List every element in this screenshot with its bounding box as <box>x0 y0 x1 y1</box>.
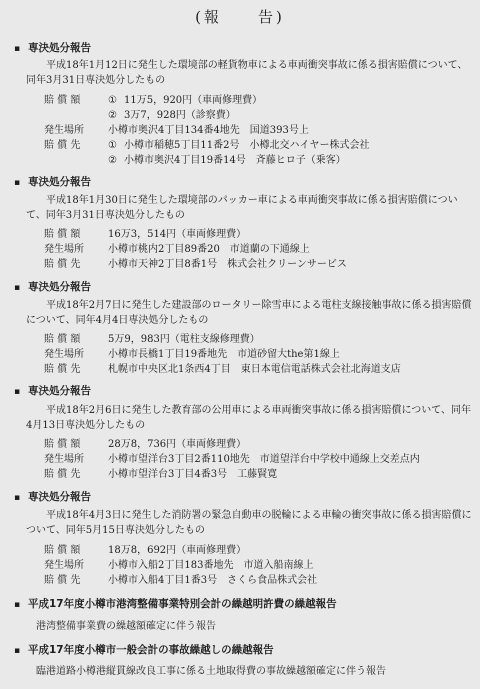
amount-row <box>44 435 246 450</box>
section-heading <box>14 596 337 611</box>
section-paragraph: 平成18年4月3日に発生した消防署の緊急自動車の脱輪による車輪の衝突事故に係る損害賠償について、同年5月15日専決処分したもの <box>26 510 472 536</box>
amount-label: 賠 償 額 <box>44 95 81 106</box>
party-row <box>44 255 347 270</box>
bullet-icon: ▪ <box>14 646 21 656</box>
amount-label: 賠 償 額 <box>44 334 81 345</box>
bullet-icon: ▪ <box>14 387 21 397</box>
party-label: 賠 償 先 <box>44 140 81 151</box>
amount-row <box>44 541 246 556</box>
amount-label: 賠 償 額 <box>44 545 81 556</box>
place-row <box>44 556 313 571</box>
section-heading <box>14 40 91 55</box>
amount-value: 3万7，928円（診察費） <box>124 110 236 121</box>
party-label: 賠 償 先 <box>44 364 81 375</box>
bullet-icon: ▪ <box>14 44 21 54</box>
party-row <box>44 136 369 151</box>
place-value: 小樽市入船2丁目183番地先 市道入船南線上 <box>108 560 314 571</box>
item-number: ② <box>108 155 117 166</box>
party-row <box>44 360 401 375</box>
party-value: 小樽市奥沢4丁目19番14号 斉藤ヒロ子（乗客） <box>124 155 346 166</box>
amount-label: 賠 償 額 <box>44 439 81 450</box>
section-paragraph: 平成18年2月7日に発生した建設部のロータリー除雪車による電柱支線接触事故に係る損害賠償について、同年4月4日専決処分したもの <box>26 300 472 326</box>
party-value: 小樽市入船4丁目1番3号 さくら食品株式会社 <box>108 575 318 586</box>
section-heading-label: 専決処分報告 <box>28 385 91 397</box>
amount-value: 11万5，920円（車両修理費） <box>124 95 263 106</box>
party-value: 小樽市稲穂5丁目11番2号 小樽北交ハイヤー株式会社 <box>124 140 370 151</box>
item-number: ① <box>108 95 117 106</box>
place-row <box>44 345 340 360</box>
place-label: 発生場所 <box>44 454 84 465</box>
party-value: 小樽市望洋台3丁目4番3号 工藤賢寛 <box>108 469 278 480</box>
section-heading-label: 平成17年度小樽市一般会計の事故繰越しの繰越報告 <box>28 644 274 656</box>
section-heading-label: 専決処分報告 <box>28 491 91 503</box>
place-label: 発生場所 <box>44 560 84 571</box>
item-number: ① <box>108 140 117 151</box>
place-value: 小樽市長橋1丁目19番地先 市道砂留大the第1線上 <box>108 349 340 360</box>
place-label: 発生場所 <box>44 349 84 360</box>
place-label: 発生場所 <box>44 125 84 136</box>
amount-label: 賠 償 額 <box>44 229 81 240</box>
section-heading <box>14 383 91 398</box>
section-paragraph: 臨港道路小樽港縦貫線改良工事に係る土地取得費の事故繰越額確定に伴う報告 <box>36 666 386 677</box>
page-title: (報 告) <box>195 8 285 26</box>
amount-value: 18万8，692円（車両修理費） <box>108 545 247 556</box>
section-heading <box>14 489 91 504</box>
section-heading <box>14 174 91 189</box>
item-number: ② <box>108 110 117 121</box>
section-heading <box>14 279 91 294</box>
place-value: 小樽市奥沢4丁目134番4地先 国道393号上 <box>108 125 309 136</box>
amount-row <box>44 225 246 240</box>
party-row <box>44 151 346 166</box>
amount-row <box>44 91 262 106</box>
section-heading-label: 専決処分報告 <box>28 176 91 188</box>
section-paragraph: 平成18年1月12日に発生した環境部の軽貨物車による車両衝突事故に係る損害賠償について、同年3月31日専決処分したもの <box>26 60 468 86</box>
place-row <box>44 121 309 136</box>
place-row <box>44 240 310 255</box>
place-value: 小樽市望洋台3丁目2番110地先 市道望洋台中学校中通線上交差点内 <box>108 454 420 465</box>
place-row <box>44 450 420 465</box>
party-value: 札幌市中央区北1条西4丁目 東日本電信電話株式会社北海道支店 <box>108 364 401 375</box>
amount-value: 5万9，983円（電柱支線修理費） <box>108 334 260 345</box>
section-paragraph: 港湾整備事業費の繰越額確定に伴う報告 <box>36 621 216 632</box>
place-value: 小樽市桃内2丁目89番20 市道蘭の下通線上 <box>108 244 310 255</box>
bullet-icon: ▪ <box>14 178 21 188</box>
party-value: 小樽市天神2丁目8番1号 株式会社クリーンサービス <box>108 259 347 270</box>
amount-row <box>44 330 260 345</box>
section-heading <box>14 642 274 657</box>
amount-row <box>44 106 236 121</box>
bullet-icon: ▪ <box>14 283 21 293</box>
party-label: 賠 償 先 <box>44 469 81 480</box>
party-label: 賠 償 先 <box>44 575 81 586</box>
section-heading-label: 平成17年度小樽市港湾整備事業特別会計の繰越明許費の繰越報告 <box>28 598 337 610</box>
amount-value: 28万8，736円（車両修理費） <box>108 439 247 450</box>
bullet-icon: ▪ <box>14 600 21 610</box>
amount-value: 16万3，514円（車両修理費） <box>108 229 247 240</box>
section-paragraph: 平成18年2月6日に発生した教育部の公用車による車両衝突事故に係る損害賠償について、同年4月13日専決処分したもの <box>26 405 472 431</box>
party-label: 賠 償 先 <box>44 259 81 270</box>
party-row <box>44 571 317 586</box>
section-heading-label: 専決処分報告 <box>28 281 91 293</box>
section-heading-label: 専決処分報告 <box>28 42 91 54</box>
section-paragraph: 平成18年1月30日に発生した環境部のパッカー車による車両衝突事故に係る損害賠償について、同年3月31日専決処分したもの <box>26 195 458 221</box>
party-row <box>44 465 277 480</box>
place-label: 発生場所 <box>44 244 84 255</box>
bullet-icon: ▪ <box>14 493 21 503</box>
